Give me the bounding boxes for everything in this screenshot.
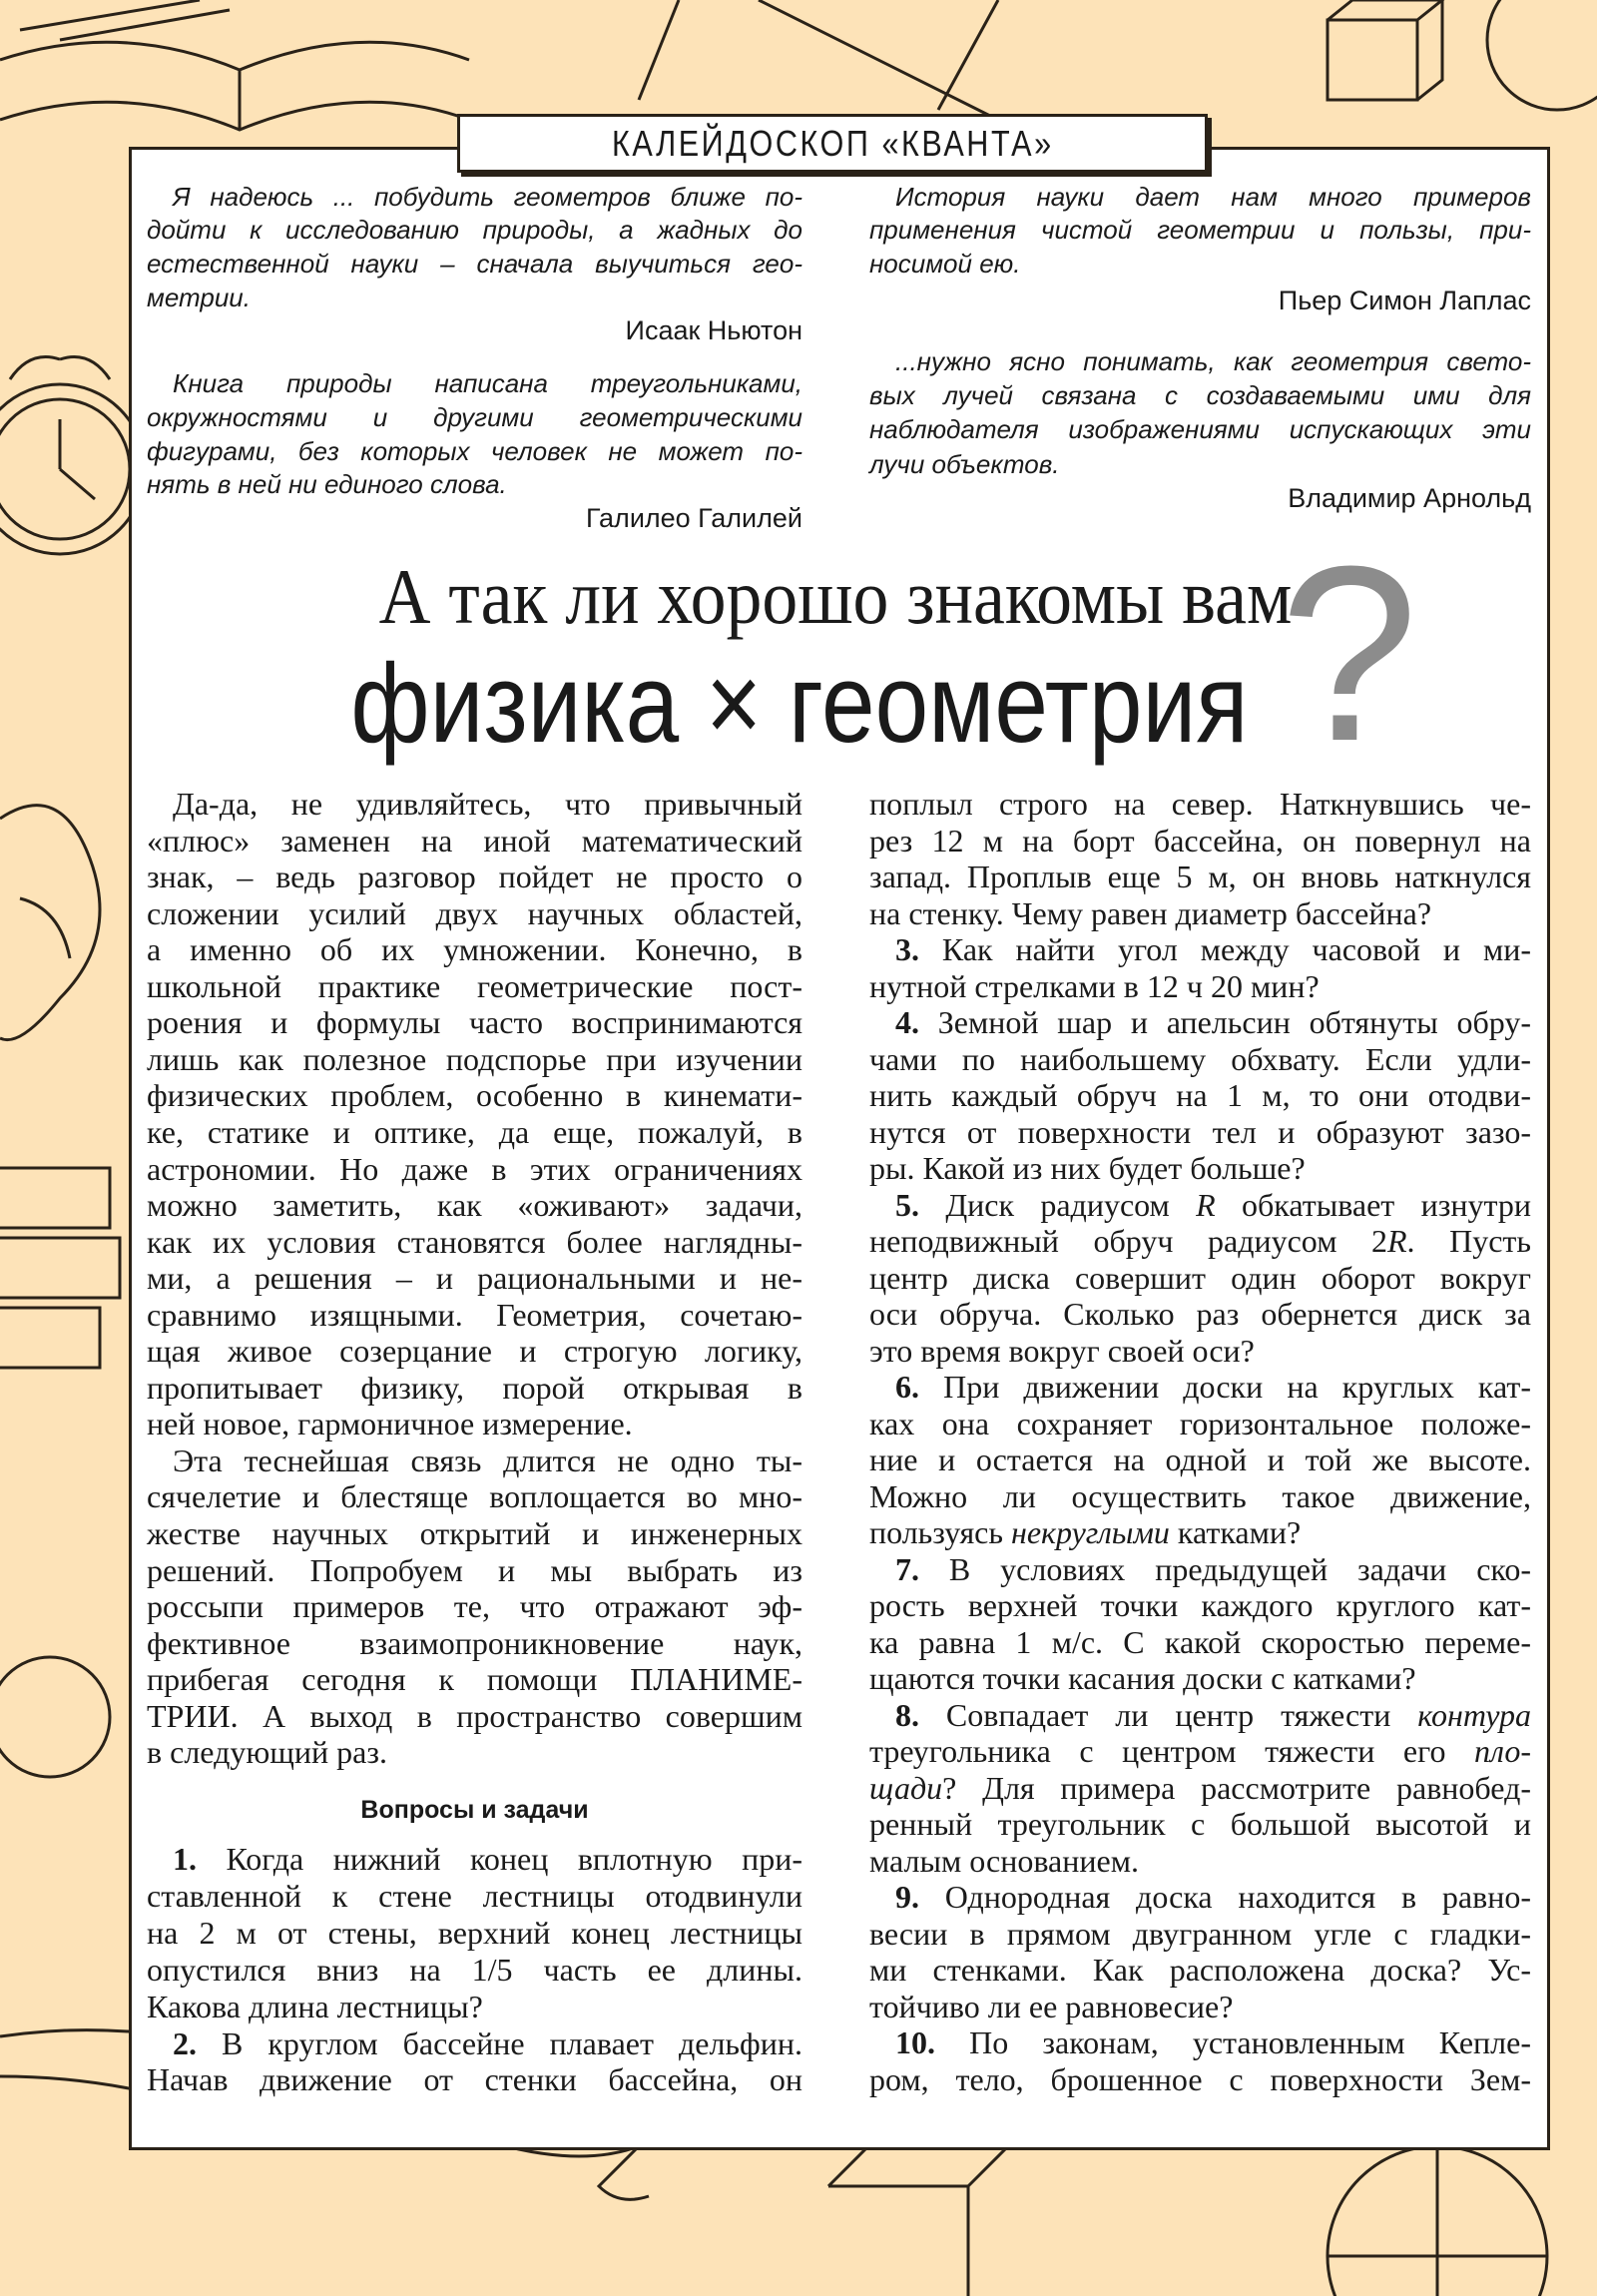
- body-line: [869, 1989, 1531, 2024]
- body-line: [869, 1806, 1531, 1842]
- text-run: Да-да, не удивляйтесь, что привычный: [173, 786, 802, 822]
- text-run: лишь как полезное подспорье при изучении: [147, 1040, 802, 1077]
- text-run: ТРИИ. А выход в пространство совершим: [147, 1697, 802, 1734]
- body-line: [147, 1552, 802, 1588]
- quote-author: Владимир Арнольд: [1288, 483, 1531, 513]
- text-run: «плюс» заменен на иной математический: [147, 822, 802, 859]
- body-line: [147, 1151, 802, 1187]
- problem-number: 9.: [895, 1879, 919, 1915]
- text-run: Начав движение от стенки бассейна, он: [147, 2061, 802, 2098]
- text-run: . Пусть: [1406, 1223, 1531, 1259]
- text-run: жестве научных открытий и инженерных: [147, 1515, 802, 1551]
- body-line: [895, 1551, 1531, 1587]
- quote-line: Я надеюсь ... побудить геометров ближе по-: [173, 182, 802, 212]
- body-line: [147, 1989, 802, 2024]
- body-line: [895, 1004, 1531, 1040]
- text-run: Как найти угол между часовой и ми-: [919, 931, 1531, 967]
- text-run: треугольника с центром тяжести его: [869, 1733, 1474, 1769]
- sphere-sketch-icon: [1487, 0, 1597, 110]
- text-run: Можно ли осуществить такое движение,: [869, 1477, 1531, 1514]
- text-run: Совпадает ли центр тяжести: [919, 1696, 1418, 1733]
- text-run: нутной стрелками в 12 ч 20 мин?: [869, 967, 1320, 1004]
- text-run: Однородная доска находится в равно-: [919, 1879, 1531, 1915]
- body-line: [869, 2061, 1531, 2097]
- text-run: россыпи примеров те, что отражают эф-: [147, 1588, 802, 1625]
- body-line: [869, 1952, 1531, 1988]
- body-line: [869, 1041, 1531, 1077]
- text-run: сложении усилий двух научных областей,: [147, 894, 802, 931]
- text-run: ры. Какой из них будет больше?: [869, 1150, 1306, 1186]
- text-run: ставленной к стене лестницы отодвинули: [147, 1877, 802, 1914]
- text-run: прибегая сегодня к помощи ПЛАНИМЕ-: [147, 1661, 802, 1698]
- text-run: центр диска совершит один оборот вокруг: [869, 1259, 1531, 1296]
- body-line: [895, 1879, 1531, 1915]
- text-run: ней новое, гармоничное измерение.: [147, 1406, 633, 1442]
- body-line: [147, 1952, 802, 1988]
- body-line: [173, 786, 802, 822]
- body-line: [869, 1478, 1531, 1514]
- text-run: Когда нижний конец вплотную при-: [197, 1841, 802, 1877]
- open-book-sketch-icon: [0, 0, 469, 130]
- body-line: [147, 1370, 802, 1406]
- quote-line: нять в ней ни единого слова.: [147, 469, 507, 499]
- body-line: [147, 1077, 802, 1113]
- body-line: [869, 1150, 1531, 1186]
- body-line: [869, 1333, 1531, 1369]
- problem-number: 10.: [895, 2024, 935, 2060]
- text-run: нутся от поверхности тел и образуют зазо-: [869, 1113, 1531, 1150]
- quote-author: Исаак Ньютон: [625, 315, 802, 345]
- problem-number: 6.: [895, 1369, 919, 1405]
- text-run: пользуясь: [869, 1514, 1011, 1550]
- alarm-clock-sketch-icon: [0, 357, 145, 555]
- body-line: [147, 1260, 802, 1296]
- text-run: физических проблем, особенно в кинемати-: [147, 1077, 802, 1114]
- quote-line: вых лучей связана с создаваемыми ими для: [869, 380, 1531, 410]
- ball-sketch-icon: [0, 1657, 110, 1777]
- text-run: сячелетие и блестяще воплощается во мно-: [147, 1478, 802, 1515]
- text-run: рез 12 м на борт бассейна, он повернул на: [869, 822, 1531, 859]
- text-run: можно заметить, как «оживают» задачи,: [147, 1187, 802, 1224]
- body-line: [147, 1515, 802, 1551]
- problem-number: 8.: [895, 1696, 919, 1733]
- quote-line: ...нужно ясно понимать, как геометрия свето-: [895, 346, 1531, 376]
- body-line: [147, 1478, 802, 1514]
- problem-number: 3.: [895, 931, 919, 967]
- emphasis-text: R: [1196, 1186, 1216, 1223]
- text-run: в следующий раз.: [147, 1734, 387, 1771]
- body-line: [147, 931, 802, 967]
- emphasis-text: щади: [869, 1769, 943, 1806]
- body-line: [147, 1878, 802, 1914]
- text-run: ми стенками. Как расположена доска? Ус-: [869, 1952, 1531, 1988]
- text-run: чами по наибольшему обхвату. Если удли-: [869, 1040, 1531, 1077]
- quote-line: Книга природы написана треугольниками,: [173, 368, 802, 398]
- cube-sketch-icon: [1328, 0, 1442, 100]
- text-run: В условиях предыдущей задачи ско-: [919, 1550, 1531, 1587]
- body-line: [147, 1915, 802, 1951]
- body-line: [147, 1041, 802, 1077]
- body-line: [869, 895, 1531, 931]
- body-line: [147, 1406, 802, 1441]
- body-line: [147, 1333, 802, 1369]
- scroll-sketch-icon: [0, 806, 100, 1040]
- section-header: [457, 114, 1208, 173]
- body-line: [147, 1588, 802, 1624]
- body-line: [147, 1698, 802, 1734]
- text-run: В круглом бассейне плавает дельфин.: [197, 2024, 802, 2061]
- text-run: ми, а решения – и рациональными и не-: [147, 1260, 802, 1297]
- article-title-line1: А так ли хорошо знакомы вам: [378, 553, 1293, 640]
- quote-line: фигурами, без которых человек не может по-: [147, 436, 802, 466]
- text-run: Земной шар и апельсин обтянуты обру-: [919, 1004, 1531, 1040]
- body-line: [147, 1224, 802, 1260]
- quote-author: Галилео Галилей: [585, 503, 802, 533]
- body-line: [869, 1733, 1531, 1769]
- text-run: рость верхней точки каждого круглого кат-: [869, 1587, 1531, 1623]
- text-run: ? Для примера рассмотрите равнобед-: [942, 1769, 1531, 1806]
- text-run: роения и формулы часто воспринимаются: [147, 1004, 802, 1041]
- problem-number: 2.: [173, 2024, 197, 2061]
- text-run: поплыл строго на север. Наткнувшись че-: [869, 786, 1531, 822]
- text-run: катками?: [1169, 1514, 1302, 1550]
- body-line: [869, 1514, 1531, 1550]
- body-line: [147, 823, 802, 859]
- question-mark-glyph: ?: [1280, 514, 1419, 793]
- body-line: [895, 1369, 1531, 1405]
- quote-line: метрии.: [147, 283, 251, 312]
- text-run: щая живое созерцание и строгую логику,: [147, 1333, 802, 1370]
- body-line: [147, 1114, 802, 1150]
- body-line: [869, 859, 1531, 894]
- problem-number: 4.: [895, 1004, 919, 1040]
- text-run: обкатывает изнутри: [1215, 1186, 1532, 1223]
- quote-line: носимой ею.: [869, 249, 1021, 279]
- text-run: неподвижный обруч радиусом 2: [869, 1223, 1387, 1259]
- text-run: щаются точки касания доски с катками?: [869, 1660, 1416, 1696]
- body-line: [147, 1661, 802, 1697]
- text-run: весии в прямом двугранном угле с гладки-: [869, 1915, 1531, 1952]
- text-run: ка равна 1 м/с. С какой скоростью переме-: [869, 1623, 1531, 1660]
- text-run: школьной практике геометрические пост-: [147, 967, 802, 1004]
- text-run: ние и остается на одной и той же высоте.: [869, 1441, 1531, 1477]
- text-run: фективное взаимопроникновение наук,: [147, 1624, 802, 1661]
- body-line: [869, 1916, 1531, 1952]
- body-line: [869, 968, 1531, 1004]
- quote-line: дойти к исследованию природы, а жадных до: [147, 215, 802, 245]
- emphasis-text: пло-: [1474, 1733, 1531, 1769]
- body-line: [869, 1296, 1531, 1332]
- text-run: на 2 м от стены, верхний конец лестницы: [147, 1914, 802, 1951]
- body-line: [869, 1660, 1531, 1696]
- text-run: ке, статике и оптике, да еще, пожалуй, в: [147, 1113, 802, 1150]
- text-run: а именно об их умножении. Конечно, в: [147, 931, 802, 968]
- text-run: ках она сохраняет горизонтальное положе-: [869, 1405, 1531, 1441]
- text-run: как их условия становятся более наглядны-: [147, 1223, 802, 1260]
- body-line: [147, 895, 802, 931]
- quote-line: лучи объектов.: [869, 449, 1060, 479]
- text-run: малым основанием.: [869, 1842, 1139, 1879]
- body-line: [147, 1004, 802, 1040]
- text-run: знак, – ведь разговор пойдет не просто о: [147, 859, 802, 895]
- body-line: [147, 1625, 802, 1661]
- quote-line: наблюдателя изображениями испускающих эти: [869, 414, 1531, 444]
- body-line: [173, 1841, 802, 1877]
- text-run: на стенку. Чему равен диаметр бассейна?: [869, 894, 1432, 931]
- body-line: [895, 2024, 1531, 2060]
- body-line: [869, 1441, 1531, 1477]
- emphasis-text: R: [1387, 1223, 1407, 1259]
- body-line: [173, 2025, 802, 2061]
- body-line: [869, 1770, 1531, 1806]
- text-run: Какова длина лестницы?: [147, 1988, 483, 2024]
- text-run: сравнимо изящными. Геометрия, сочетаю-: [147, 1296, 802, 1333]
- text-run: ренный треугольник с большой высотой и: [869, 1806, 1531, 1842]
- body-line: [147, 1297, 802, 1333]
- text-run: тойчиво ли ее равновесие?: [869, 1988, 1234, 2024]
- books-stack-sketch-icon: [0, 1168, 120, 1368]
- text-run: При движении доски на круглых кат-: [919, 1369, 1531, 1405]
- body-line: [869, 1406, 1531, 1441]
- body-line: [869, 1077, 1531, 1113]
- problem-number: 1.: [173, 1841, 197, 1877]
- body-line: [869, 1843, 1531, 1879]
- section-title: КАЛЕЙДОСКОП «КВАНТА»: [611, 122, 1054, 164]
- body-line: [869, 1260, 1531, 1296]
- pencil-sketch-icon: [639, 0, 998, 120]
- body-line: [147, 1187, 802, 1223]
- text-run: запад. Проплыв еще 5 м, он вновь наткнулся: [869, 859, 1531, 894]
- body-line: [869, 1223, 1531, 1259]
- quote-line: окружностями и другими геометрическими: [147, 402, 802, 432]
- quote-author: Пьер Симон Лаплас: [1278, 286, 1531, 315]
- body-line: [147, 2061, 802, 2097]
- quote-line: естественной науки – сначала выучиться гео-: [147, 249, 802, 279]
- body-line: [869, 1114, 1531, 1150]
- quote-line: применения чистой геометрии и пользы, при-: [869, 215, 1531, 245]
- text-run: ром, тело, брошенное с поверхности Зем-: [869, 2060, 1531, 2097]
- globe-sketch-icon: [1328, 2146, 1547, 2296]
- body-line: [895, 931, 1531, 967]
- problem-number: 7.: [895, 1550, 919, 1587]
- body-line: [869, 1587, 1531, 1623]
- article-title-line2: физика × геометрия: [350, 641, 1249, 766]
- body-line: [147, 1734, 802, 1770]
- text-run: Диск радиусом: [919, 1186, 1197, 1223]
- body-line: [173, 1442, 802, 1478]
- emphasis-text: некруглыми: [1010, 1514, 1170, 1550]
- questions-heading: Вопросы и задачи: [360, 1796, 589, 1824]
- text-run: это время вокруг своей оси?: [869, 1332, 1255, 1369]
- text-run: опустился вниз на 1/5 часть ее длины.: [147, 1951, 802, 1988]
- body-line: [895, 1697, 1531, 1733]
- emphasis-text: контура: [1417, 1696, 1531, 1733]
- text-run: Эта теснейшая связь длится не одно ты-: [173, 1441, 802, 1478]
- text-run: астрономии. Но даже в этих ограничениях: [147, 1150, 802, 1187]
- body-line: [869, 823, 1531, 859]
- text-run: оси обруча. Сколько раз обернется диск за: [869, 1296, 1531, 1332]
- text-run: По законам, установленным Кепле-: [935, 2024, 1531, 2060]
- quote-line: История науки дает нам много примеров: [895, 182, 1531, 212]
- text-run: пропитывает физику, порой открывая в: [147, 1369, 802, 1406]
- body-line: [895, 1187, 1531, 1223]
- body-line: [869, 786, 1531, 822]
- text-run: решений. Попробуем и мы выбрать из: [147, 1551, 802, 1588]
- body-line: [147, 859, 802, 894]
- text-run: нить каждый обруч на 1 м, то они отодви-: [869, 1077, 1531, 1113]
- problem-number: 5.: [895, 1186, 919, 1223]
- block-sketch-icon: [828, 2146, 1008, 2296]
- body-line: [147, 968, 802, 1004]
- body-line: [869, 1624, 1531, 1660]
